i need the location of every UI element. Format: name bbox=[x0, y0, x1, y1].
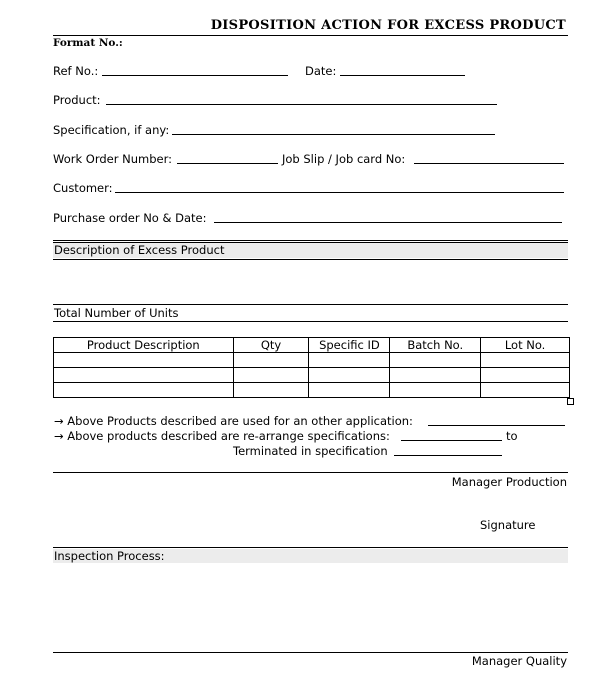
product-label: Product: bbox=[53, 93, 101, 107]
ref-no-label: Ref No.: bbox=[53, 64, 99, 78]
table-row bbox=[54, 383, 570, 398]
rearrange-field[interactable] bbox=[401, 428, 502, 441]
table-row bbox=[54, 368, 570, 383]
header-product-description: Product Description bbox=[54, 338, 234, 353]
inspection-label: Inspection Process: bbox=[54, 549, 165, 563]
table-cell[interactable] bbox=[54, 383, 234, 398]
date-label: Date: bbox=[305, 64, 337, 78]
divider bbox=[53, 547, 568, 548]
job-slip-label: Job Slip / Job card No: bbox=[282, 152, 406, 166]
table-cell[interactable] bbox=[390, 353, 481, 368]
table-cell[interactable] bbox=[481, 368, 570, 383]
header-batch-no: Batch No. bbox=[390, 338, 481, 353]
statement-other-application: → Above Products described are used for an other application: bbox=[54, 414, 413, 428]
table-cell[interactable] bbox=[390, 368, 481, 383]
date-field[interactable] bbox=[340, 63, 465, 76]
table-row bbox=[54, 353, 570, 368]
work-order-field[interactable] bbox=[177, 151, 278, 164]
table-cell[interactable] bbox=[481, 383, 570, 398]
signature-line bbox=[53, 652, 568, 653]
manager-quality-label: Manager Quality bbox=[471, 654, 567, 668]
terminated-label: Terminated in specification bbox=[233, 444, 388, 458]
table-cell[interactable] bbox=[54, 353, 234, 368]
header-qty: Qty bbox=[233, 338, 309, 353]
header-specific-id: Specific ID bbox=[309, 338, 390, 353]
table-cell[interactable] bbox=[233, 368, 309, 383]
signature-label: Signature bbox=[480, 518, 536, 532]
total-units-label: Total Number of Units bbox=[54, 306, 179, 320]
table-header-row bbox=[54, 338, 570, 353]
statement-rearrange: → Above products described are re-arrange specifications: bbox=[54, 429, 390, 443]
specification-field[interactable] bbox=[172, 122, 495, 135]
customer-label: Customer: bbox=[53, 181, 113, 195]
form-title: DISPOSITION ACTION FOR EXCESS PRODUCT bbox=[210, 18, 566, 33]
divider bbox=[53, 304, 568, 305]
terminated-field[interactable] bbox=[394, 443, 502, 456]
table-cell[interactable] bbox=[233, 353, 309, 368]
description-label: Description of Excess Product bbox=[54, 243, 225, 257]
table-cell[interactable] bbox=[481, 353, 570, 368]
to-label: to bbox=[506, 429, 518, 443]
table-cell[interactable] bbox=[309, 353, 390, 368]
customer-field[interactable] bbox=[115, 180, 564, 193]
title-underline bbox=[53, 35, 568, 36]
divider bbox=[53, 259, 568, 260]
product-table bbox=[53, 337, 570, 398]
header-lot-no: Lot No. bbox=[481, 338, 570, 353]
ref-no-field[interactable] bbox=[102, 63, 288, 76]
table-cell[interactable] bbox=[390, 383, 481, 398]
table-cell[interactable] bbox=[309, 383, 390, 398]
signature-line bbox=[53, 472, 568, 473]
job-slip-field[interactable] bbox=[414, 151, 564, 164]
divider bbox=[53, 240, 568, 241]
table-cell[interactable] bbox=[233, 383, 309, 398]
specification-label: Specification, if any: bbox=[53, 123, 170, 137]
resize-handle[interactable] bbox=[567, 398, 574, 405]
manager-production-label: Manager Production bbox=[451, 475, 567, 489]
table-cell[interactable] bbox=[54, 368, 234, 383]
product-field[interactable] bbox=[106, 92, 497, 105]
work-order-label: Work Order Number: bbox=[53, 152, 172, 166]
table-cell[interactable] bbox=[309, 368, 390, 383]
purchase-order-label: Purchase order No & Date: bbox=[53, 211, 207, 225]
format-no-label: Format No.: bbox=[53, 37, 123, 49]
divider bbox=[53, 321, 568, 322]
purchase-order-field[interactable] bbox=[214, 210, 562, 223]
other-application-field[interactable] bbox=[428, 413, 565, 426]
